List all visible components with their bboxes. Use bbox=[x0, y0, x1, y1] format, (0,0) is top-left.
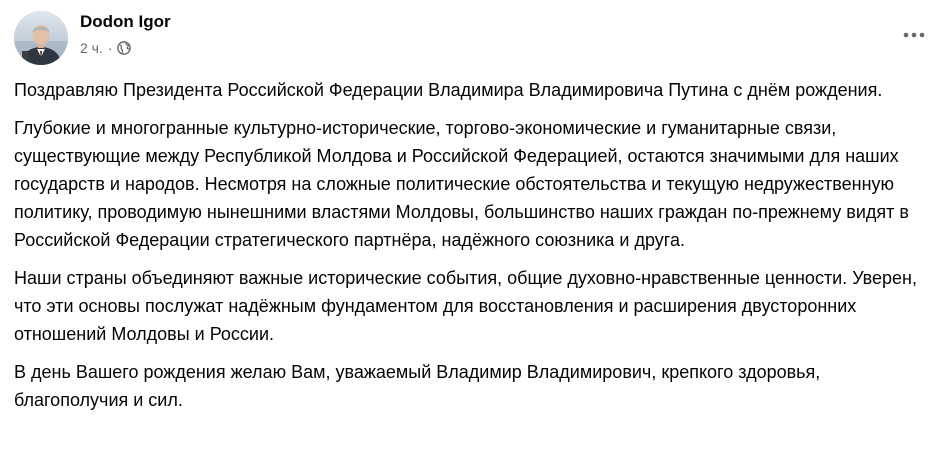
post-paragraph: Глубокие и многогранные культурно-исторические, торгово-экономические и гуманитарные связи, существующие между Республикой Молдова и Российской Федерацией, остаются значимыми для наших государств и народов. Несмотря на сложные политические обстоятельства и текущую недружественную политику, проводимую нынешними властями Молдовы, большинство наших граждан по-прежнему видят в Российской Федерации стратегического партнёра, надёжного союзника и друга. bbox=[14, 118, 909, 250]
post-paragraph: Наши страны объединяют важные исторические события, общие духовно-нравственные ценности. Уверен, что эти основы послужат надёжным фундаментом для восстановления и расширения двусторонних отношений Молдовы и России. bbox=[14, 268, 917, 344]
author-name[interactable]: Dodon Igor bbox=[80, 12, 171, 31]
globe-icon[interactable] bbox=[117, 41, 131, 55]
post-paragraph: В день Вашего рождения желаю Вам, уважаемый Владимир Владимирович, крепкого здоровья, благополучия и сил. bbox=[14, 362, 821, 410]
more-options-button[interactable] bbox=[896, 17, 932, 53]
post-header bbox=[0, 0, 937, 68]
post-body bbox=[14, 76, 924, 424]
post-paragraph: Поздравляю Президента Российской Федерации Владимира Владимировича Путина с днём рождения. bbox=[14, 80, 883, 100]
more-options-icon bbox=[903, 32, 925, 38]
avatar-photo bbox=[14, 11, 68, 65]
meta-separator: · bbox=[107, 40, 113, 56]
post-timestamp[interactable]: 2 ч. bbox=[80, 40, 103, 56]
post-meta bbox=[80, 39, 131, 57]
author-avatar[interactable] bbox=[14, 11, 68, 65]
